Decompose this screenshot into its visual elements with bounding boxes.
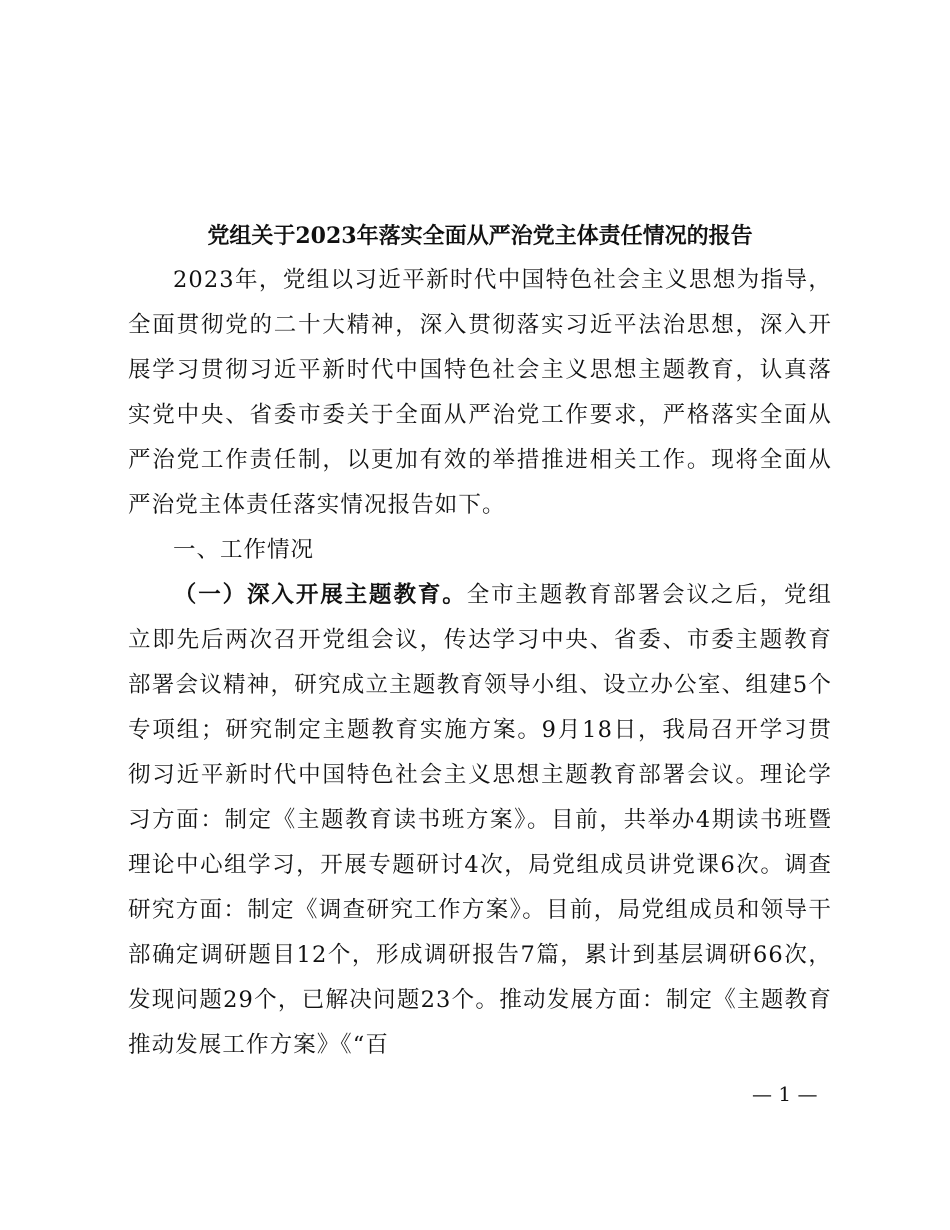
subsection-lead: （一）深入开展主题教育。: [173, 582, 467, 608]
intro-paragraph: [128, 258, 832, 528]
subsection-paragraph: [128, 573, 832, 1068]
section-heading: 一、工作情况: [173, 537, 315, 563]
intro-paragraph-text: 2023年，党组以习近平新时代中国特色社会主义思想为指导，全面贯彻党的二十大精神，深入贯彻落实习近平法治思想，深入开展学习贯彻习近平新时代中国特色社会主义思想主题教育，认真落实党中央、省委市委关于全面从严治党工作要求，严格落实全面从严治党工作责任制，以更加有效的举措推进相关工作。现将全面从严治党主体责任落实情况报告如下。: [128, 267, 832, 518]
page-number: — 1 —: [752, 1082, 818, 1106]
document-title: 党组关于2023年落实全面从严治党主体责任情况的报告: [207, 223, 753, 249]
subsection-text: 全市主题教育部署会议之后，党组立即先后两次召开党组会议，传达学习中央、省委、市委主题教育部署会议精神，研究成立主题教育领导小组、设立办公室、组建5个专项组；研究制定主题教育实施方案。9月18日，我局召开学习贯彻习近平新时代中国特色社会主义思想主题教育部署会议。理论学习方面：制定《主题教育读书班方案》。目前，共举办4期读书班暨理论中心组学习，开展专题研讨4次，局党组成员讲党课6次。调查研究方面：制定《调查研究工作方案》。目前，局党组成员和领导干部确定调研题目12个，形成调研报告7篇，累计到基层调研66次，发现问题29个，已解决问题23个。推动发展方面：制定《主题教育推动发展工作方案》《“百: [128, 582, 832, 1058]
